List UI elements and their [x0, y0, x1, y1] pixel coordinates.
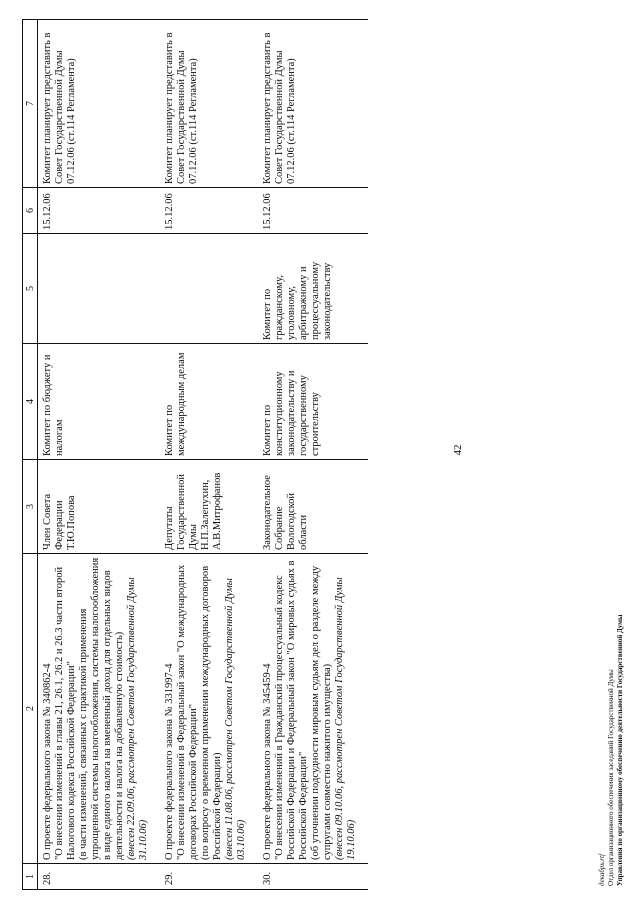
- bill-note: (внесен 09.10.06, рассмотрен Советом Государственной Думы 19.10.06): [334, 577, 357, 860]
- footer-date: декабрь.rtf: [598, 854, 606, 886]
- bill-number: О проекте федерального закона № 331997-4: [164, 663, 175, 860]
- initiator-cell: Депутаты Государственной Думы Н.П.Залепухин, А.В.Митрофанов: [160, 460, 258, 554]
- committee-cell: Комитет по конституционному законодательству и государственному строительству: [258, 344, 368, 460]
- row-number: 29.: [160, 864, 258, 890]
- bill-description: (в части изменений, связанных с практикой применения упрощенной системы налогообложения, системы налогообложения в виде единого налога на вмененный доход для отдельных видов деятельности и налога на добавленную стоимость): [78, 557, 125, 860]
- table-row: [258, 20, 368, 890]
- column-header: 2: [23, 554, 38, 864]
- bill-note: (внесен 22.09.06, рассмотрен Советом Государственной Думы 31.10.06): [126, 577, 149, 860]
- bill-cell: [258, 554, 368, 864]
- column-header: 7: [23, 20, 38, 188]
- co-committee-cell: [160, 234, 258, 344]
- column-header: 6: [23, 188, 38, 234]
- co-committee-cell: [38, 234, 161, 344]
- column-header: 5: [23, 234, 38, 344]
- column-header: 1: [23, 864, 38, 890]
- page-number: 42: [452, 444, 464, 456]
- row-number: 30.: [258, 864, 368, 890]
- footer-directorate: Управления по организационному обеспечению деятельности Государственной Думы: [616, 614, 624, 886]
- initiator-cell: Член Совета Федерации Т.Ю.Попова: [38, 460, 161, 554]
- bill-title: "О внесении изменений в Федеральный закон "О международных договорах Российской Федерации": [176, 564, 199, 860]
- committee-cell: Комитет по международным делам: [160, 344, 258, 460]
- table-row: [38, 20, 161, 890]
- bill-description: (об уточнении подсудности мировым судьям дел о разделе между супругами совместно нажитого имущества): [310, 565, 333, 860]
- plan-cell: Комитет планирует представить в Совет Государственной Думы 07.12.06 (ст.114 Регламента): [38, 20, 161, 188]
- bill-description: (по вопросу о временном применении международных договоров Российской Федерации): [200, 565, 223, 860]
- bill-title: "О внесении изменений в главы 21, 26.1, 26.2 и 26.3 части второй Налогового кодекса Российской Федерации": [54, 566, 77, 860]
- table-row: [160, 20, 258, 890]
- plan-cell: Комитет планирует представить в Совет Государственной Думы 07.12.06 (ст.114 Регламента): [258, 20, 368, 188]
- bill-note: (внесен 11.08.06, рассмотрен Советом Государственной Думы 03.10.06): [224, 578, 247, 860]
- bill-cell: [160, 554, 258, 864]
- bill-number: О проекте федерального закона № 340862-4: [42, 663, 53, 860]
- table-header-row: [23, 20, 38, 890]
- committee-cell: Комитет по бюджету и налогам: [38, 344, 161, 460]
- bill-cell: [38, 554, 161, 864]
- bill-number: О проекте федерального закона № 345459-4: [262, 663, 273, 860]
- column-header: 4: [23, 344, 38, 460]
- initiator-cell: Законодательное Собрание Вологодской области: [258, 460, 368, 554]
- co-committee-cell: Комитет по гражданскому, уголовному, арбитражному и процессуальному законодательству: [258, 234, 368, 344]
- plan-cell: Комитет планирует представить в Совет Государственной Думы 07.12.06 (ст.114 Регламента): [160, 20, 258, 188]
- bill-title: "О внесении изменений в Гражданский процессуальный кодекс Российской Федерации и Федеральный закон "О мировых судьях в Российской Федерации": [274, 560, 309, 860]
- column-header: 3: [23, 460, 38, 554]
- document-footer: [598, 26, 625, 886]
- row-number: 28.: [38, 864, 161, 890]
- date-cell: 15.12.06: [38, 188, 161, 234]
- date-cell: 15.12.06: [258, 188, 368, 234]
- date-cell: 15.12.06: [160, 188, 258, 234]
- bills-table: [22, 19, 368, 890]
- footer-department: Отдел организационного обеспечения заседаний Государственной Думы: [607, 669, 615, 886]
